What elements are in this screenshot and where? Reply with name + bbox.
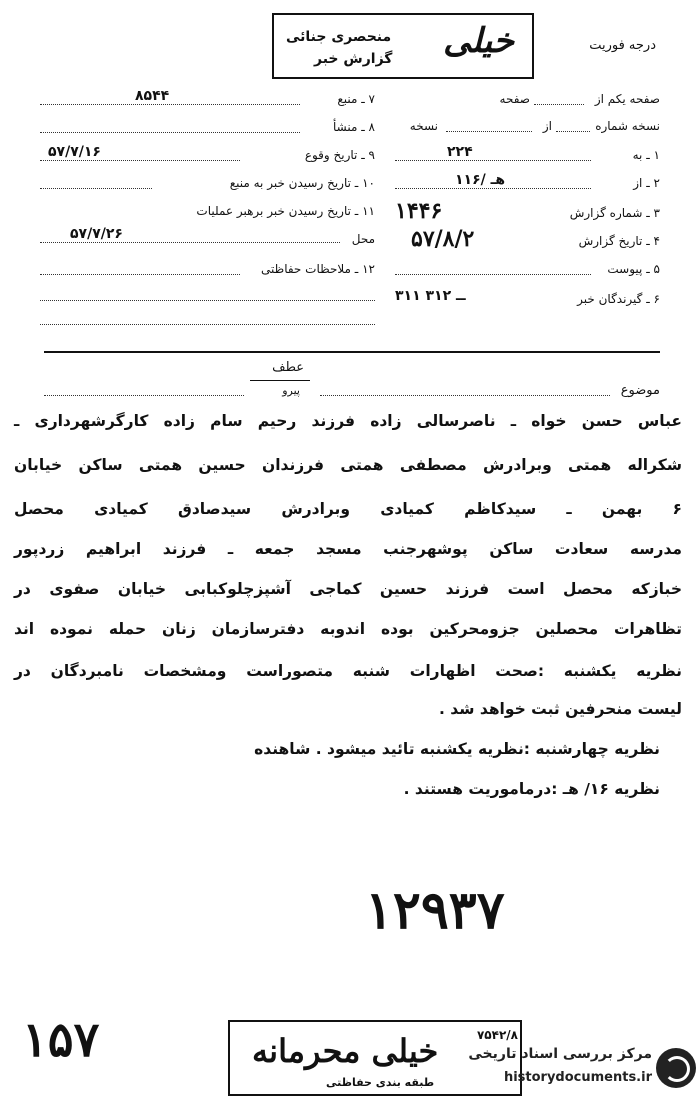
report-date-label: ۴ ـ تاریخ گزارش [578,234,660,248]
copy-number-label: نسخه شماره [595,119,660,133]
handwritten-file-number: ۱۲۹۳۷ [365,880,505,941]
page-of-label: صفحه یکم از [594,92,660,106]
source-value: ۸۵۴۴ [135,88,170,104]
origin-label: ۸ ـ منشأ [332,120,375,134]
watermark-logo-icon [656,1048,696,1088]
footer-stamp-sub: طبقه بندی حفاظتی [326,1076,435,1089]
occurrence-date-label: ۹ ـ تاریخ وقوع [304,148,375,162]
atf-label: عطف [272,360,304,375]
opinion-wednesday: نظریه چهارشنبه :نظریه یکشنبه تائید میشود . شاهنده [254,740,660,758]
footer-stamp-numbers: ۷۵۴۲/۸ [476,1028,518,1042]
reference-divider [250,380,310,381]
subject-line-2 [320,395,610,396]
page-suffix: صفحه [499,92,530,106]
source-received-label: ۱۰ ـ تاریخ رسیدن خبر به منبع [229,176,375,190]
field-to-label: ۱ ـ به [632,148,660,162]
watermark-text-fa: مرکز بررسی اسناد تاریخی [468,1046,652,1062]
report-number-label: ۳ ـ شماره گزارش [569,206,660,220]
field-from-label: ۲ ـ از [633,176,660,190]
occurrence-date-line [40,160,240,161]
copy-suffix: نسخه [409,119,438,133]
header-divider [44,351,660,353]
copy-number-value-line [556,131,590,132]
ops-received-label: ۱۱ ـ تاریخ رسیدن خبر برهبر عملیات [196,204,375,218]
security-notes-line [40,274,240,275]
report-date-value: ۵۷/۸/۲ [411,226,475,252]
meta-right-column [395,88,660,323]
attachment-label: ۵ ـ پیوست [607,262,660,276]
handwritten-page-number: ۱۵۷ [22,1012,100,1068]
opinion-16h: نظریه ۱۶/ هـ :درماموریت هستند . [403,780,660,798]
source-received-line [40,188,152,189]
reference-box [250,360,310,400]
watermark [468,1040,698,1098]
security-notes-label: ۱۲ ـ ملاحظات حفاظتی [261,262,375,276]
stamp-main-text: خیلی [443,21,514,61]
body-line-8: لیست منحرفین ثبت خواهد شد . [438,700,682,718]
attachment-line [395,274,591,275]
subject-line [44,395,244,396]
body-line-4: مدرسه سعادت ساکن پوشهرجنب مسجد جمعه ـ فرزند ابراهیم زردپور [14,540,682,558]
body-line-3: ۶ بهمن ـ سیدکاظم کمیادی وبرادرش سیدصادق کمیادی محصل [14,500,682,518]
page-of-value-line [534,104,584,105]
source-line [40,104,300,105]
body-line-2: شکراله همتی وبرادرش مصطفی همتی فرزندان حسین همتی ساکن خیابان [14,456,682,474]
location-line [40,242,340,243]
top-classification-stamp [272,13,534,79]
security-notes-line-3 [40,324,375,325]
body-line-6: تظاهرات محصلین جزومحرکین بوده اندوبه دفترسازمان زنان حمله نموده اند [14,620,682,638]
copy-of-label: از [542,119,552,133]
field-from-value: ۱۱۶/ هـ [455,172,506,188]
copy-total-line [446,131,532,132]
body-line-5: خبازکه محصل است فرزند حسین کماجی آشپزچلوکبابی خیابان صفوی در [14,580,682,598]
location-date-value: ۵۷/۷/۲۶ [70,226,123,242]
field-to-line [395,160,591,161]
stamp-line-2: گزارش خبر [314,51,393,67]
body-line-7: نظریه یکشنبه :صحت اظهارات شنبه متصوراست ومشخصات نامبردگان در [14,662,682,680]
field-to-value: ۲۲۴ [447,144,473,160]
recipients-label: ۶ ـ گیرندگان خبر [577,292,660,306]
origin-line [40,132,300,133]
field-from-line [395,188,591,189]
report-number-value: ۱۴۴۶ [395,198,443,224]
peyro-label: پیرو [282,384,300,397]
occurrence-date-value: ۵۷/۷/۱۶ [48,144,101,160]
source-label: ۷ ـ منبع [337,92,375,106]
urgency-label: درجه فوریت [589,38,656,53]
recipients-value: ۳۱۱ ــ ۳۱۲ [395,288,466,304]
subject-label: موضوع [620,383,660,398]
footer-stamp-main: خیلی محرمانه [252,1032,439,1070]
body-line-1: عباس حسن خواه ـ ناصرسالی زاده فرزند رحیم سام زاده کارگرشهرداری ـ [14,412,682,430]
meta-left-column [40,88,375,328]
watermark-text-en: historydocuments.ir [503,1070,652,1085]
stamp-line-1: منحصری جنائی [286,29,392,45]
security-notes-line-2 [40,300,375,301]
location-label: محل [351,232,375,246]
